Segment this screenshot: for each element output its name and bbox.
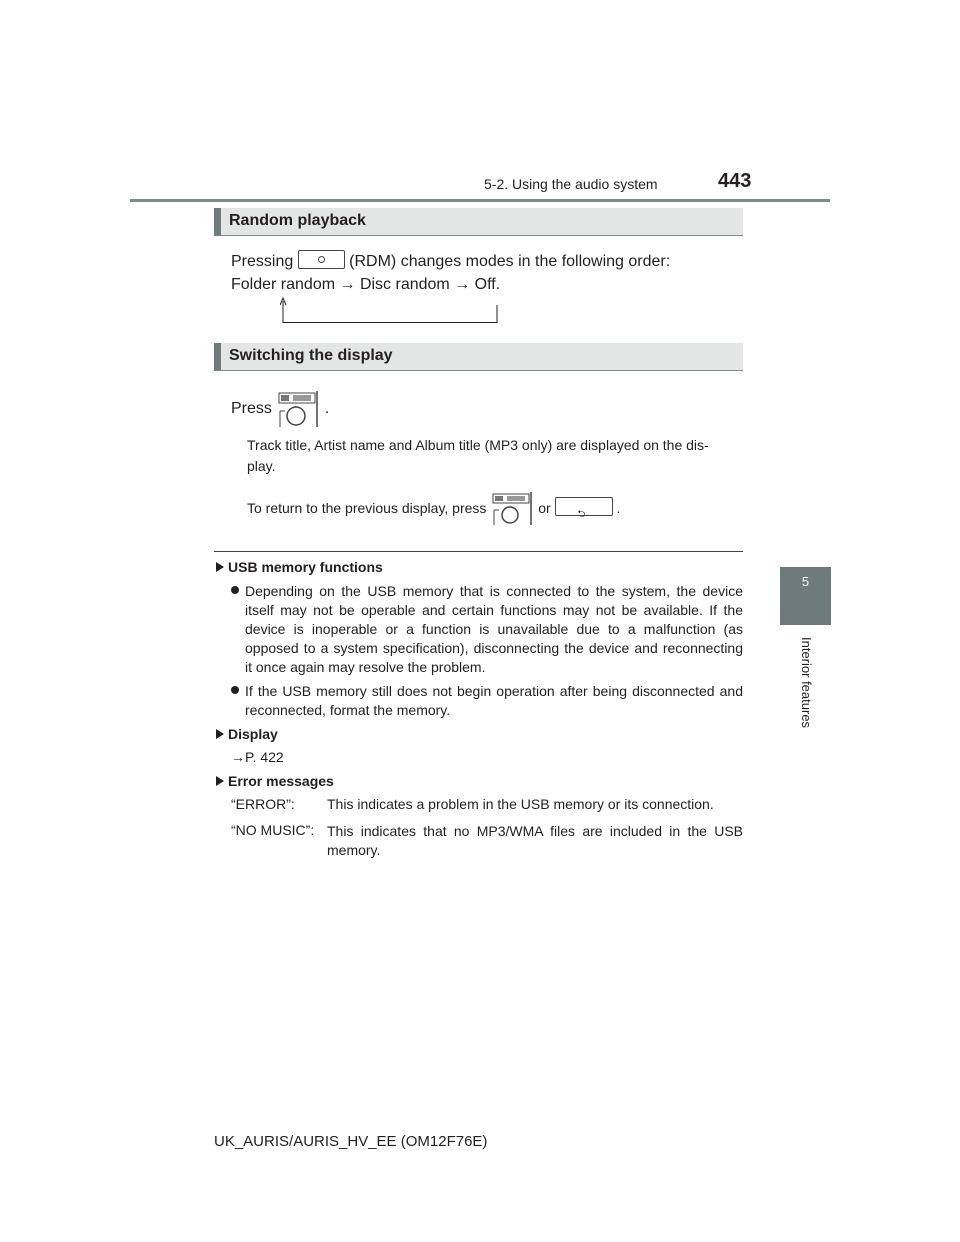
usb-bullet-1-text: Depending on the USB memory that is connected to the system, the device itself may not be operable and certain functions may not be available. If the device is inoperable or a function is unavailable due to a malfunction (as opposed to a system specification), disconnecting the device and reconnecting it once again may resolve the problem. — [245, 583, 743, 675]
header-rule — [130, 199, 830, 202]
error-2-key: “NO MUSIC”: — [231, 822, 315, 838]
cycle-arrow-icon — [280, 297, 498, 323]
square-bullet-icon — [216, 729, 224, 739]
notes-rule — [214, 551, 743, 552]
chapter-label — [799, 637, 819, 737]
return-text: To return to the previous display, press — [247, 500, 487, 516]
usb-functions-title-text: USB memory functions — [228, 559, 383, 575]
usb-bullet-2-text: If the USB memory still does not begin operation after being disconnected and reconnected, format the memory. — [245, 683, 743, 718]
display-knob-icon-small — [490, 491, 534, 527]
display-title — [216, 726, 278, 742]
line1-post: (RDM) changes modes in the following order: — [349, 253, 671, 270]
switching-display-heading-text: Switching the display — [229, 347, 393, 364]
display-note-line2: play. — [247, 458, 276, 474]
usb-functions-title — [216, 559, 383, 575]
round-bullet-icon — [231, 586, 239, 594]
random-playback-line1 — [231, 250, 670, 271]
press-line — [231, 389, 329, 429]
press-text: Press — [231, 400, 272, 418]
random-playback-heading-text: Random playback — [229, 212, 366, 229]
display-reference: →P. 422 — [231, 749, 284, 765]
error-1-key: “ERROR”: — [231, 796, 295, 812]
rdm-button-icon — [298, 250, 345, 269]
error-messages-title — [216, 773, 334, 789]
chapter-number: 5 — [801, 574, 810, 589]
usb-bullet-2 — [231, 682, 743, 720]
document-code: UK_AURIS/AURIS_HV_EE (OM12F76E) — [214, 1133, 488, 1150]
press-end: . — [324, 400, 330, 418]
square-bullet-icon — [216, 776, 224, 786]
page-number: 443 — [718, 170, 752, 192]
display-title-text: Display — [228, 726, 278, 742]
round-bullet-icon — [231, 686, 239, 694]
random-playback-line2: Folder random → Disc random → Off. — [231, 276, 501, 293]
display-note-line1: Track title, Artist name and Album title (MP3 only) are displayed on the dis- — [247, 437, 709, 453]
chapter-label-text: Interior features — [799, 637, 814, 729]
error-2-value: This indicates that no MP3/WMA files are included in the USB memory. — [327, 823, 743, 858]
return-end: . — [616, 500, 621, 516]
square-bullet-icon — [216, 562, 224, 572]
usb-bullet-1 — [231, 582, 743, 677]
display-knob-icon — [276, 389, 320, 429]
error-1-value: This indicates a problem in the USB memory or its connection. — [327, 796, 714, 812]
error-messages-title-text: Error messages — [228, 773, 334, 789]
display-note-return — [247, 490, 620, 526]
or-text: or — [538, 500, 551, 516]
switching-display-heading — [214, 343, 743, 371]
line1-pre: Pressing — [231, 253, 294, 270]
back-button-icon: ⮌ — [555, 497, 613, 516]
section-title: 5-2. Using the audio system — [484, 176, 658, 192]
random-playback-heading — [214, 208, 743, 236]
